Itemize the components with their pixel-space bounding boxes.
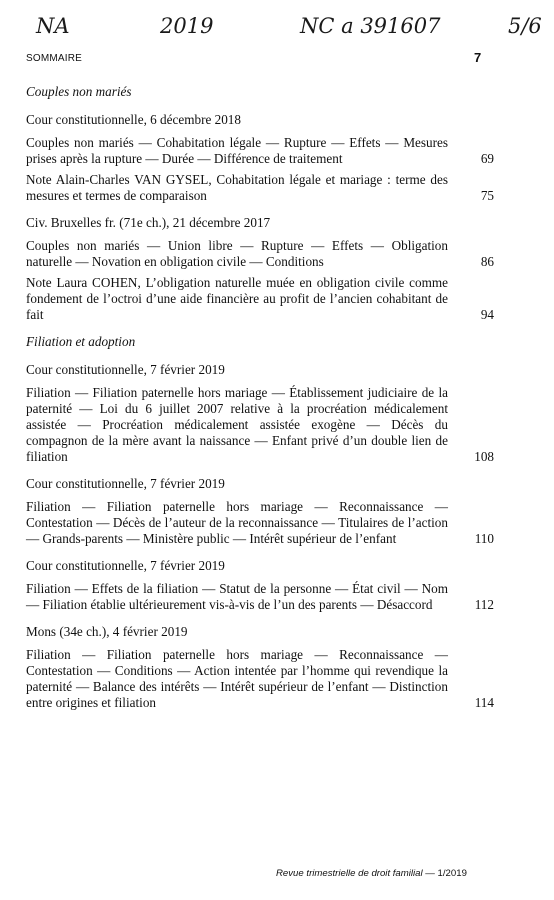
court-heading: Cour constitutionnelle, 7 février 2019 bbox=[26, 558, 225, 573]
toc-entry bbox=[26, 172, 494, 204]
entry-page-number: 110 bbox=[474, 531, 494, 546]
header-label: SOMMAIRE bbox=[26, 53, 83, 64]
case-block bbox=[26, 215, 494, 323]
court-heading: Cour constitutionnelle, 7 février 2019 bbox=[26, 476, 225, 491]
entry-text: Filiation — Filiation paternelle hors mariage — Reconnaissance — Contestation — Conditions — Action intentée par l’homme qui revendique la paternité — Balance des intérêts — Intérêt supérieur de l’enfant — Distinction entre origines et filiation bbox=[26, 647, 448, 710]
handwritten-note-3: NC a 391607 bbox=[300, 14, 441, 38]
toc-entry bbox=[26, 275, 494, 323]
footer-issue: — 1/2019 bbox=[425, 868, 467, 879]
entry-page-number: 114 bbox=[474, 695, 494, 710]
section-title: Couples non mariés bbox=[26, 84, 132, 99]
case-block bbox=[26, 558, 494, 613]
toc-entry bbox=[26, 238, 494, 270]
entry-page-number: 108 bbox=[474, 449, 494, 464]
entry-text: Filiation — Effets de la filiation — Statut de la personne — État civil — Nom — Filiation établie ultérieurement vis-à-vis de l’un des parents — Désaccord bbox=[26, 581, 448, 612]
toc-entry bbox=[26, 499, 494, 547]
entry-text: Filiation — Filiation paternelle hors mariage — Reconnaissance — Contestation — Décès de l’auteur de la reconnaissance — Titulaires de l’action — Grands-parents — Ministère public — Intérêt supérieur de l’enfant bbox=[26, 499, 448, 546]
toc-entry bbox=[26, 581, 494, 613]
case-block bbox=[26, 112, 494, 204]
header-page-number: 7 bbox=[474, 50, 482, 65]
entry-page-number: 86 bbox=[480, 254, 494, 269]
toc-entry bbox=[26, 647, 494, 711]
handwritten-note-1: NA bbox=[36, 14, 70, 38]
entry-text: Couples non mariés — Cohabitation légale — Rupture — Effets — Mesures prises après la rupture — Durée — Différence de traitement bbox=[26, 135, 448, 166]
section-title: Filiation et adoption bbox=[26, 334, 136, 349]
entry-text: Note Laura COHEN, L’obligation naturelle muée en obligation civile comme fondement de l’octroi d’une aide financière au profit de l’ancien cohabitant de fait bbox=[26, 275, 448, 322]
footer bbox=[276, 868, 467, 879]
toc-section bbox=[26, 334, 494, 711]
entry-text: Filiation — Filiation paternelle hors mariage — Établissement judiciaire de la paternité — Loi du 6 juillet 2007 relative à la procréation médicalement assistée — Procréation médicalement assistée exogène — Décès du compagnon de la mère avant la naissance — Enfant privé d’un double lien de filiation bbox=[26, 385, 448, 464]
case-block bbox=[26, 476, 494, 547]
handwritten-note-2: 2019 bbox=[160, 14, 214, 38]
entry-text: Note Alain-Charles VAN GYSEL, Cohabitation légale et mariage : terme des mesures et termes de comparaison bbox=[26, 172, 448, 203]
entry-page-number: 75 bbox=[480, 188, 494, 203]
court-heading: Mons (34e ch.), 4 février 2019 bbox=[26, 624, 188, 639]
court-heading: Cour constitutionnelle, 6 décembre 2018 bbox=[26, 112, 241, 127]
court-heading: Cour constitutionnelle, 7 février 2019 bbox=[26, 362, 225, 377]
entry-page-number: 69 bbox=[480, 151, 494, 166]
entry-page-number: 112 bbox=[474, 597, 494, 612]
handwritten-note-4: 5/6 bbox=[508, 14, 542, 38]
toc-section bbox=[26, 84, 494, 323]
toc-entry bbox=[26, 135, 494, 167]
footer-journal: Revue trimestrielle de droit familial bbox=[276, 868, 423, 879]
court-heading: Civ. Bruxelles fr. (71e ch.), 21 décembre 2017 bbox=[26, 215, 271, 230]
case-block bbox=[26, 362, 494, 465]
case-block bbox=[26, 624, 494, 711]
entry-page-number: 94 bbox=[480, 307, 494, 322]
entry-text: Couples non mariés — Union libre — Rupture — Effets — Obligation naturelle — Novation en obligation civile — Conditions bbox=[26, 238, 448, 269]
toc-entry bbox=[26, 385, 494, 465]
table-of-contents bbox=[26, 84, 494, 722]
